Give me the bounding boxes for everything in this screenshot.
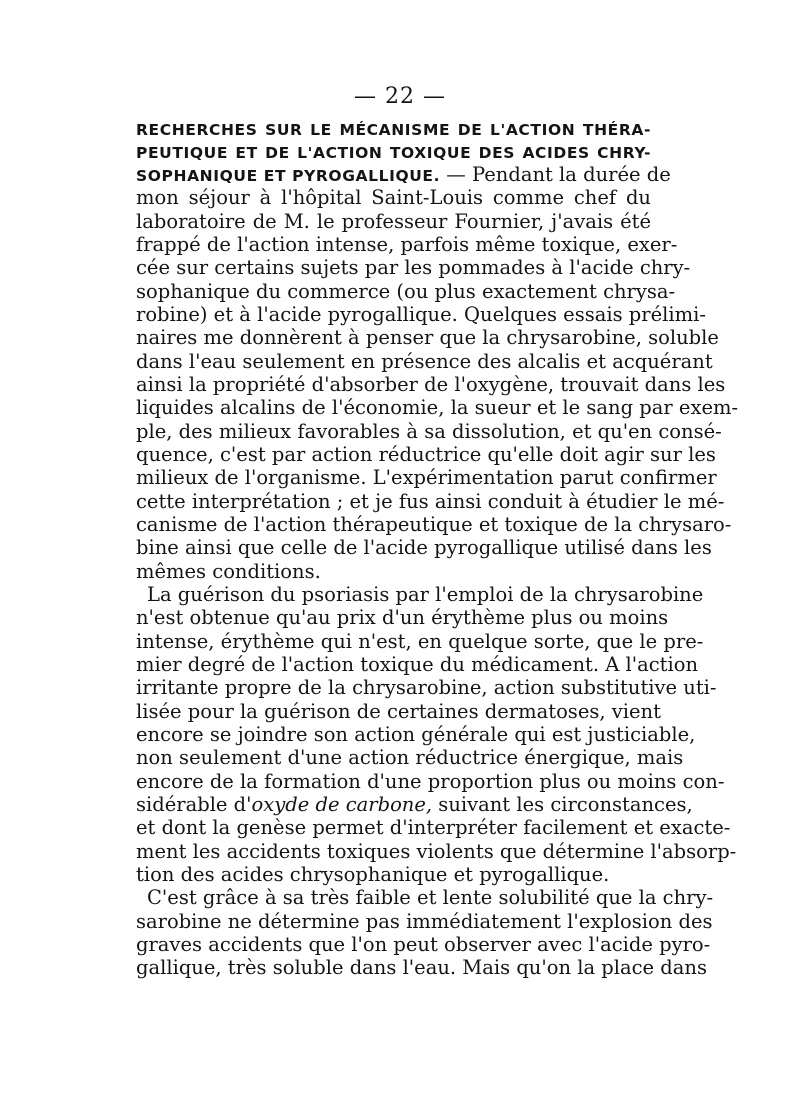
line-text: canisme de l'action thérapeutique et toxique de la chrysaro- (136, 513, 732, 536)
text-line (136, 233, 678, 256)
line-text: mon séjour à l'hôpital Saint-Louis comme chef du (136, 186, 651, 209)
line-text: intense, érythème qui n'est, en quelque sorte, que le pre- (136, 630, 704, 653)
section-title: SOPHANIQUE ET PYROGALLIQUE. (136, 167, 441, 185)
text-line (147, 886, 714, 909)
page-number: — 22 — (354, 84, 446, 109)
text-line (136, 186, 651, 209)
text-line (136, 396, 739, 419)
section-title: PEUTIQUE ET DE L'ACTION TOXIQUE DES ACIDES CHRY- (136, 144, 651, 162)
text-line (136, 746, 684, 769)
text-line (136, 956, 707, 979)
text-line (136, 513, 732, 536)
text-line (136, 256, 691, 279)
text-line (136, 723, 696, 746)
text-line (136, 466, 717, 489)
line-text: gallique, très soluble dans l'eau. Mais qu'on la place dans (136, 956, 707, 979)
line-text: naires me donnèrent à penser que la chrysarobine, soluble (136, 326, 719, 349)
text-line (136, 863, 651, 886)
line-text: sidérable d' (136, 793, 252, 816)
text-line (136, 490, 725, 513)
text-line (136, 606, 669, 629)
line-text: non seulement d'une action réductrice énergique, mais (136, 746, 684, 769)
italic-term: oxyde de carbone, (251, 793, 433, 816)
line-text: — Pendant la durée de (440, 163, 671, 186)
text-line (136, 280, 676, 303)
text-line (136, 700, 661, 723)
text-line (147, 583, 704, 606)
text-line (136, 536, 712, 559)
text-line (136, 443, 716, 466)
text-line (136, 163, 671, 186)
line-text: tion des acides chrysophanique et pyrogallique. (136, 863, 610, 886)
line-text: suivant les circonstances, (432, 793, 693, 816)
text-line (136, 676, 717, 699)
line-text: quence, c'est par action réductrice qu'elle doit agir sur les (136, 443, 716, 466)
text-line (136, 630, 704, 653)
line-text: sophanique du commerce (ou plus exactement chrysa- (136, 280, 676, 303)
text-line (136, 770, 725, 793)
text-line (136, 210, 651, 233)
line-text: robine) et à l'acide pyrogallique. Quelques essais prélimi- (136, 303, 706, 326)
line-text: et dont la genèse permet d'interpréter facilement et exacte- (136, 816, 731, 839)
line-text: laboratoire de M. le professeur Fournier, j'avais été (136, 210, 651, 233)
text-line (136, 373, 726, 396)
line-text: bine ainsi que celle de l'acide pyrogallique utilisé dans les (136, 536, 712, 559)
line-text: ple, des milieux favorables à sa dissolution, et qu'en consé- (136, 420, 722, 443)
line-text: mêmes conditions. (136, 560, 321, 583)
line-text: ment les accidents toxiques violents que détermine l'absorp- (136, 840, 737, 863)
section-title: RECHERCHES SUR LE MÉCANISME DE L'ACTION THÉRA- (136, 121, 651, 139)
text-line (136, 140, 651, 163)
text-line (136, 933, 711, 956)
line-text: frappé de l'action intense, parfois même toxique, exer- (136, 233, 678, 256)
text-line (136, 326, 719, 349)
line-text: ainsi la propriété d'absorber de l'oxygène, trouvait dans les (136, 373, 726, 396)
line-text: milieux de l'organisme. L'expérimentation parut confirmer (136, 466, 717, 489)
line-text: cée sur certains sujets par les pommades à l'acide chry- (136, 256, 691, 279)
text-line (136, 793, 693, 816)
line-text: liquides alcalins de l'économie, la sueur et le sang par exem- (136, 396, 739, 419)
line-text: mier degré de l'action toxique du médicament. A l'action (136, 653, 699, 676)
text-line (136, 910, 713, 933)
line-text: cette interprétation ; et je fus ainsi conduit à étudier le mé- (136, 490, 725, 513)
text-line (136, 303, 706, 326)
text-line (136, 840, 737, 863)
text-line (136, 560, 651, 583)
line-text: n'est obtenue qu'au prix d'un érythème plus ou moins (136, 606, 669, 629)
line-text: dans l'eau seulement en présence des alcalis et acquérant (136, 350, 713, 373)
text-line (136, 816, 731, 839)
line-text: encore de la formation d'une proportion plus ou moins con- (136, 770, 725, 793)
line-text: encore se joindre son action générale qui est justiciable, (136, 723, 696, 746)
text-line (136, 653, 699, 676)
line-text: lisée pour la guérison de certaines dermatoses, vient (136, 700, 661, 723)
line-text: La guérison du psoriasis par l'emploi de la chrysarobine (147, 583, 704, 606)
text-line (136, 117, 651, 140)
line-text: sarobine ne détermine pas immédiatement l'explosion des (136, 910, 713, 933)
line-text: irritante propre de la chrysarobine, action substitutive uti- (136, 676, 717, 699)
line-text: graves accidents que l'on peut observer avec l'acide pyro- (136, 933, 711, 956)
text-line (136, 420, 722, 443)
text-line (136, 350, 713, 373)
line-text: C'est grâce à sa très faible et lente solubilité que la chry- (147, 886, 714, 909)
